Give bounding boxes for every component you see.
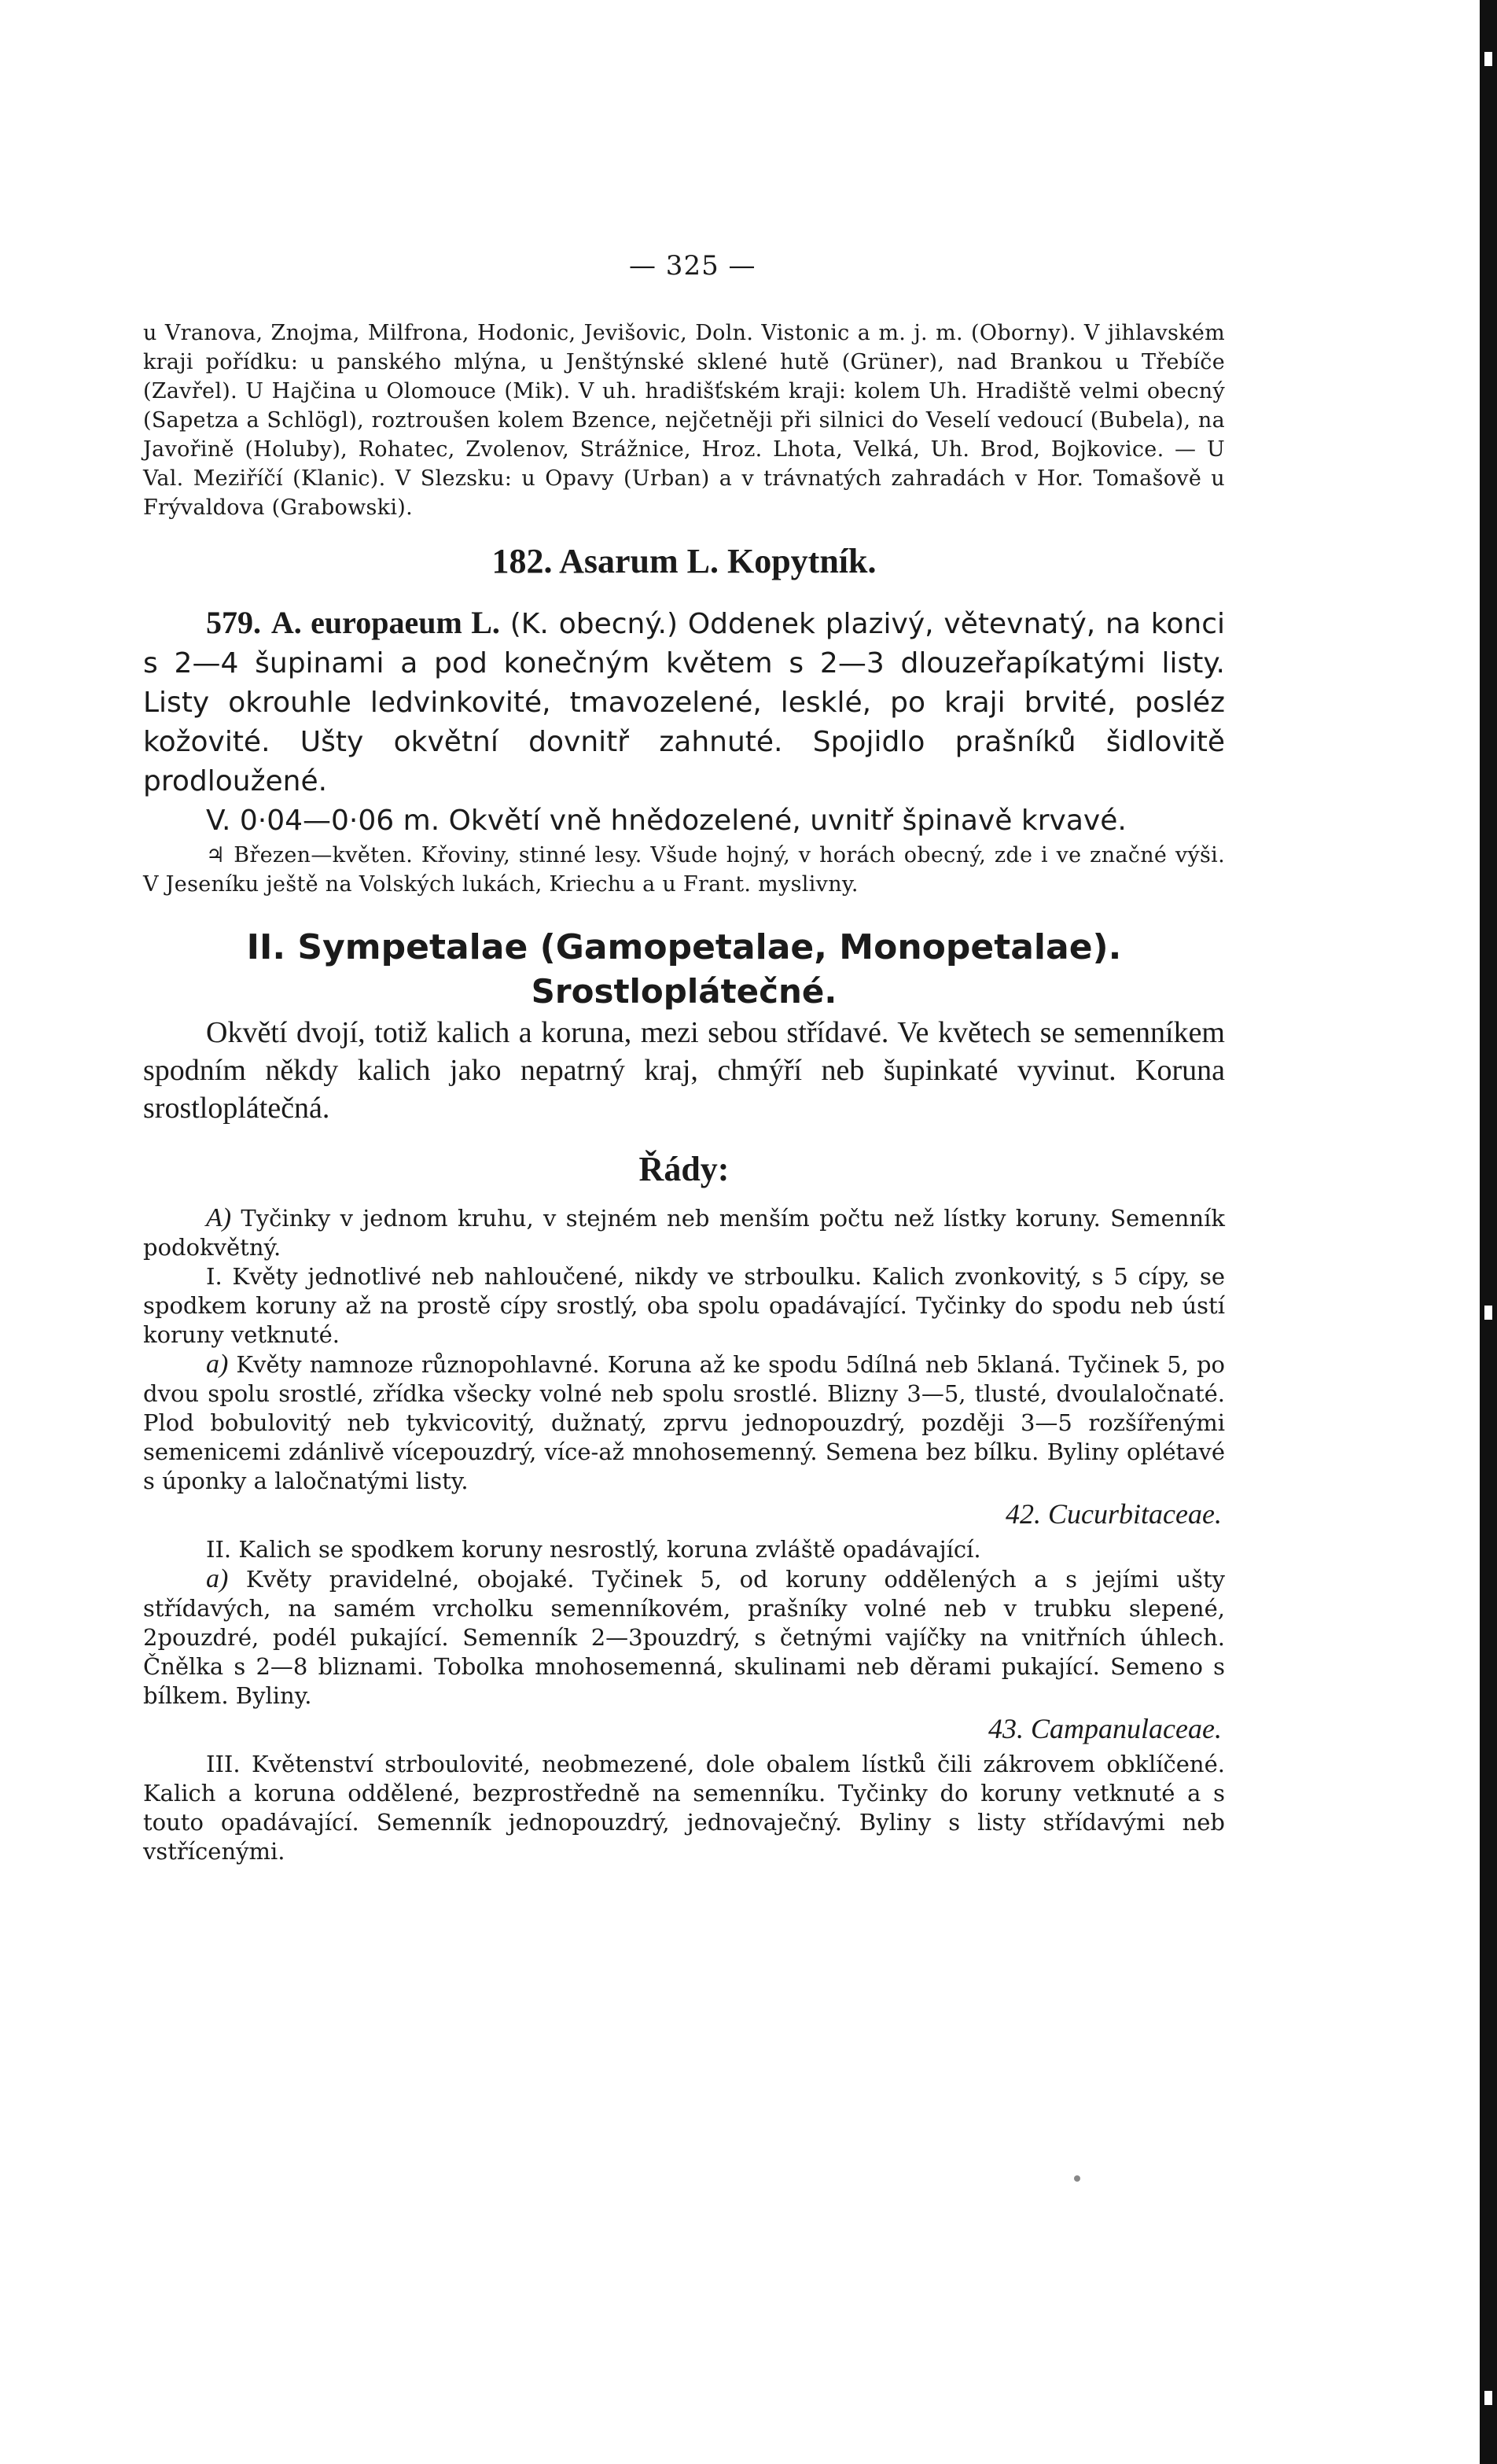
family-campanulaceae: 43. Campanulaceae. xyxy=(988,1713,1222,1744)
key-a2-text: Květy pravidelné, obojaké. Tyčinek 5, od koruny oddělených a s jejími ušty střídavých, na samém vrcholku semenníkovém, prašníky volné neb v trubku slepené, 2pouzdré, podél pukající. Semenník 2—3pouzdrý, s četnými vajíčky na vnitřních úhlech. Čnělka s 2—8 bliznami. Tobolka mnohosemenná, skulinami neb děrami pukající. Semeno s bílkem. Byliny. xyxy=(143,1566,1225,1709)
species-size: V. 0·04—0·06 m. Okvětí vně hnědozelené, uvnitř špinavě krvavé. xyxy=(206,805,1127,837)
key-A xyxy=(143,1203,1225,1262)
family-cucurbitaceae: 42. Cucurbitaceae. xyxy=(1006,1498,1222,1530)
species-text-1: (K. obecný.) Oddenek plazivý, větevnatý, na konci s 2—4 šupinami a pod konečným květem s 2—3 dlouzeřapíkatými listy. Listy okrouhle ledvinkovité, tmavozelené, lesklé, po kraji brvité, posléz kožovité. Ušty okvětní dovnitř zahnuté. Spojidlo prašníků šidlovitě prodloužené. xyxy=(143,608,1225,797)
species-number: 579. xyxy=(206,605,261,640)
key-a1-mark: a) xyxy=(206,1350,229,1379)
key-a2-mark: a) xyxy=(206,1564,229,1593)
key-a1-text: Květy namnoze různopohlavné. Koruna až ke spodu 5dílná neb 5klaná. Tyčinek 5, po dvou spolu srostlé, zřídka všecky volné neb spolu srostlé. Blizny 3—5, tlusté, dvoulaločnaté. Plod bobulovitý neb tykvicovitý, dužnatý, zprvu jednopouzdrý, později 3—5 rozšířenými semenicemi zdánlivě vícepouzdrý, více-až mnohosemenný. Semena bez bílku. Byliny oplétavé s úponky a laločnatými listy. xyxy=(143,1351,1225,1494)
page-body xyxy=(143,319,1225,1866)
scan-notch xyxy=(1484,52,1492,66)
page-number: — 325 — xyxy=(629,250,756,282)
scan-notch xyxy=(1484,2391,1492,2405)
genus-heading: 182. Asarum L. Kopytník. xyxy=(491,542,877,580)
key-a2 xyxy=(143,1564,1225,1711)
intro-paragraph: u Vranova, Znojma, Milfrona, Hodonic, Jevišovic, Doln. Vistonic a m. j. m. (Oborny). V jihlavském kraji pořídku: u panského mlýna, u Jenštýnské sklené hutě (Grüner), nad Brankou u Třebíče (Zavřel). U Hajčina u Olomouce (Mik). V uh. hradišťském kraji: kolem Uh. Hradiště velmi obecný (Sapetza a Schlögl), roztroušen kolem Bzence, nejčetněji při silnici do Veselí vedoucí (Bubela), na Javořině (Holuby), Rohatec, Zvolenov, Strážnice, Hroz. Lhota, Velká, Uh. Brod, Bojkovice. — U Val. Meziříčí (Klanic). V Slezsku: u Opavy (Urban) a v trávnatých zahradách v Hor. Tomašově u Frývaldova (Grabowski). xyxy=(143,321,1225,520)
key-A-text: Tyčinky v jednom kruhu, v stejném neb menším počtu než lístky koruny. Semenník podokvětný. xyxy=(143,1205,1225,1261)
species-description xyxy=(143,603,1225,801)
key-A-mark: A) xyxy=(206,1203,232,1232)
scan-notch xyxy=(1484,1306,1492,1320)
species-name: A. europaeum L. xyxy=(270,605,500,640)
scan-edge xyxy=(1480,0,1497,2464)
key-II: II. Kalich se spodkem koruny nesrostlý, koruna zvláště opadávající. xyxy=(206,1536,981,1563)
key-I: I. Květy jednotlivé neb nahloučené, nikdy ve strboulku. Kalich zvonkovitý, s 5 cípy, se spodkem koruny až na prostě cípy srostlý, oba spolu opadávající. Tyčinky do spodu neb ústí koruny vetknuté. xyxy=(143,1263,1225,1348)
orders-heading: Řády: xyxy=(638,1150,730,1188)
spacer xyxy=(143,899,1225,926)
section-heading: II. Sympetalae (Gamopetalae, Monopetalae). xyxy=(246,927,1122,967)
section-subheading: Srostloplátečné. xyxy=(531,972,837,1011)
key-III: III. Květenství strboulovité, neobmezené, dole obalem lístků čili zákrovem obklíčené. Kalich a koruna oddělené, bezprostředně na semenníku. Tyčinky do koruny vetknuté a s touto opadávající. Semenník jednopouzdrý, jednovaječný. Byliny s listy střídavými neb vstřícenými. xyxy=(143,1751,1225,1865)
species-habitat: ♃ Březen—květen. Křoviny, stinné lesy. Všude hojný, v horách obecný, zde i ve značné výši. V Jeseníku ještě na Volských lukách, Kriechu a u Frant. myslivny. xyxy=(143,843,1225,897)
key-a1 xyxy=(143,1350,1225,1496)
scan-speck xyxy=(1074,2175,1080,2182)
section-intro: Okvětí dvojí, totiž kalich a koruna, mezi sebou střídavé. Ve květech se semenníkem spodním někdy kalich jako nepatrný kraj, chmýří neb šupinkaté vyvinut. Koruna srostloplátečná. xyxy=(143,1016,1225,1125)
